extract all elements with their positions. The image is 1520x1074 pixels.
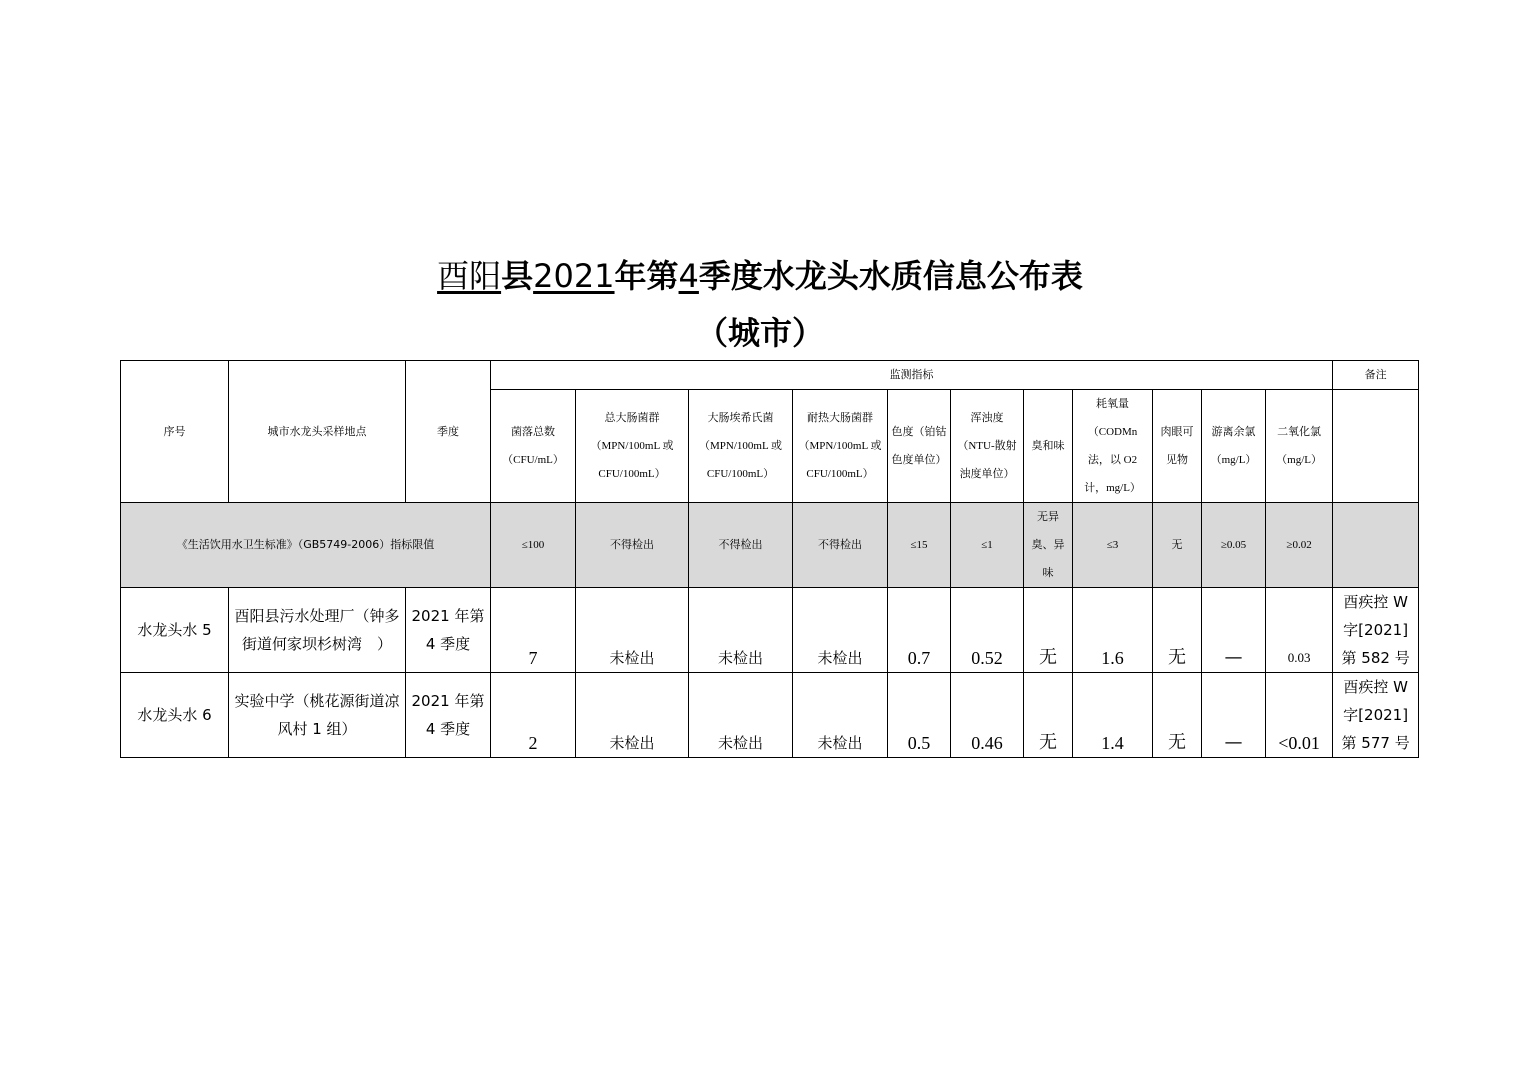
table-row bbox=[121, 673, 1419, 758]
title-county-suffix: 县 bbox=[501, 257, 534, 295]
row-value: 0.46 bbox=[951, 673, 1024, 758]
standard-limit: 不得检出 bbox=[576, 503, 689, 588]
col-header-location: 城市水龙头采样地点 bbox=[229, 361, 406, 503]
group-header-indicators: 监测指标 bbox=[491, 361, 1333, 390]
row-remark: 酉疾控 W 字[2021]第 577 号 bbox=[1333, 673, 1419, 758]
row-value: 未检出 bbox=[576, 588, 689, 673]
standard-limit: ≤15 bbox=[888, 503, 951, 588]
standard-limit: ≤100 bbox=[491, 503, 576, 588]
col-header-remarks: 备注 bbox=[1333, 361, 1419, 390]
row-value: 未检出 bbox=[576, 673, 689, 758]
document-title bbox=[0, 250, 1520, 302]
title-quarter: 4 bbox=[678, 257, 699, 295]
standard-limit: ≤3 bbox=[1073, 503, 1153, 588]
row-value: 无 bbox=[1024, 588, 1073, 673]
row-location: 酉阳县污水处理厂（钟多街道何家坝杉树湾 ） bbox=[229, 588, 406, 673]
row-value: 未检出 bbox=[689, 588, 793, 673]
col-header-season: 季度 bbox=[406, 361, 491, 503]
row-value: — bbox=[1202, 588, 1266, 673]
row-season: 2021 年第 4 季度 bbox=[406, 673, 491, 758]
standard-limit: 不得检出 bbox=[689, 503, 793, 588]
table-row bbox=[121, 588, 1419, 673]
remarks-header-blank bbox=[1333, 390, 1419, 503]
water-quality-table bbox=[120, 360, 1419, 758]
row-value: 7 bbox=[491, 588, 576, 673]
standard-limit: ≥0.02 bbox=[1266, 503, 1333, 588]
standard-limit: 无 bbox=[1153, 503, 1202, 588]
indicator-header: 浑浊度（NTU-散射浊度单位） bbox=[951, 390, 1024, 503]
indicator-header: 二氧化氯（mg/L） bbox=[1266, 390, 1333, 503]
row-value: 未检出 bbox=[689, 673, 793, 758]
standard-label: 《生活饮用水卫生标准》（GB5749-2006）指标限值 bbox=[121, 503, 491, 588]
row-value: 1.4 bbox=[1073, 673, 1153, 758]
row-value: 未检出 bbox=[793, 588, 888, 673]
row-value: <0.01 bbox=[1266, 673, 1333, 758]
row-no: 水龙头水 5 bbox=[121, 588, 229, 673]
row-value: — bbox=[1202, 673, 1266, 758]
title-rest: 季度水龙头水质信息公布表 bbox=[698, 257, 1083, 295]
indicator-header: 臭和味 bbox=[1024, 390, 1073, 503]
indicator-header: 总大肠菌群（MPN/100mL 或 CFU/100mL） bbox=[576, 390, 689, 503]
indicator-header: 游离余氯（mg/L） bbox=[1202, 390, 1266, 503]
standard-limit: ≤1 bbox=[951, 503, 1024, 588]
row-value: 无 bbox=[1024, 673, 1073, 758]
indicator-header: 大肠埃希氏菌（MPN/100mL 或 CFU/100mL） bbox=[689, 390, 793, 503]
title-year-suffix: 年第 bbox=[614, 257, 679, 295]
row-season: 2021 年第 4 季度 bbox=[406, 588, 491, 673]
standard-remark-blank bbox=[1333, 503, 1419, 588]
standard-row bbox=[121, 503, 1419, 588]
row-value: 无 bbox=[1153, 673, 1202, 758]
indicator-header: 耗氧量（CODMn 法，以 O2 计，mg/L） bbox=[1073, 390, 1153, 503]
standard-limit: 不得检出 bbox=[793, 503, 888, 588]
row-value: 未检出 bbox=[793, 673, 888, 758]
standard-limit: 无异臭、异味 bbox=[1024, 503, 1073, 588]
title-year: 2021 bbox=[533, 257, 615, 295]
row-no: 水龙头水 6 bbox=[121, 673, 229, 758]
indicator-header: 耐热大肠菌群（MPN/100mL 或 CFU/100mL） bbox=[793, 390, 888, 503]
title-county: 酉阳 bbox=[437, 257, 502, 295]
indicator-header: 肉眼可见物 bbox=[1153, 390, 1202, 503]
row-location: 实验中学（桃花源街道凉风村 1 组） bbox=[229, 673, 406, 758]
header-row-1 bbox=[121, 361, 1419, 390]
row-value: 0.7 bbox=[888, 588, 951, 673]
indicator-header: 色度（铂钴色度单位） bbox=[888, 390, 951, 503]
row-value: 2 bbox=[491, 673, 576, 758]
row-value: 1.6 bbox=[1073, 588, 1153, 673]
col-header-no: 序号 bbox=[121, 361, 229, 503]
standard-limit: ≥0.05 bbox=[1202, 503, 1266, 588]
row-value: 无 bbox=[1153, 588, 1202, 673]
row-value: 0.03 bbox=[1266, 588, 1333, 673]
row-value: 0.5 bbox=[888, 673, 951, 758]
document-subtitle: （城市） bbox=[695, 314, 824, 352]
row-remark: 酉疾控 W 字[2021]第 582 号 bbox=[1333, 588, 1419, 673]
row-value: 0.52 bbox=[951, 588, 1024, 673]
indicator-header: 菌落总数（CFU/mL） bbox=[491, 390, 576, 503]
